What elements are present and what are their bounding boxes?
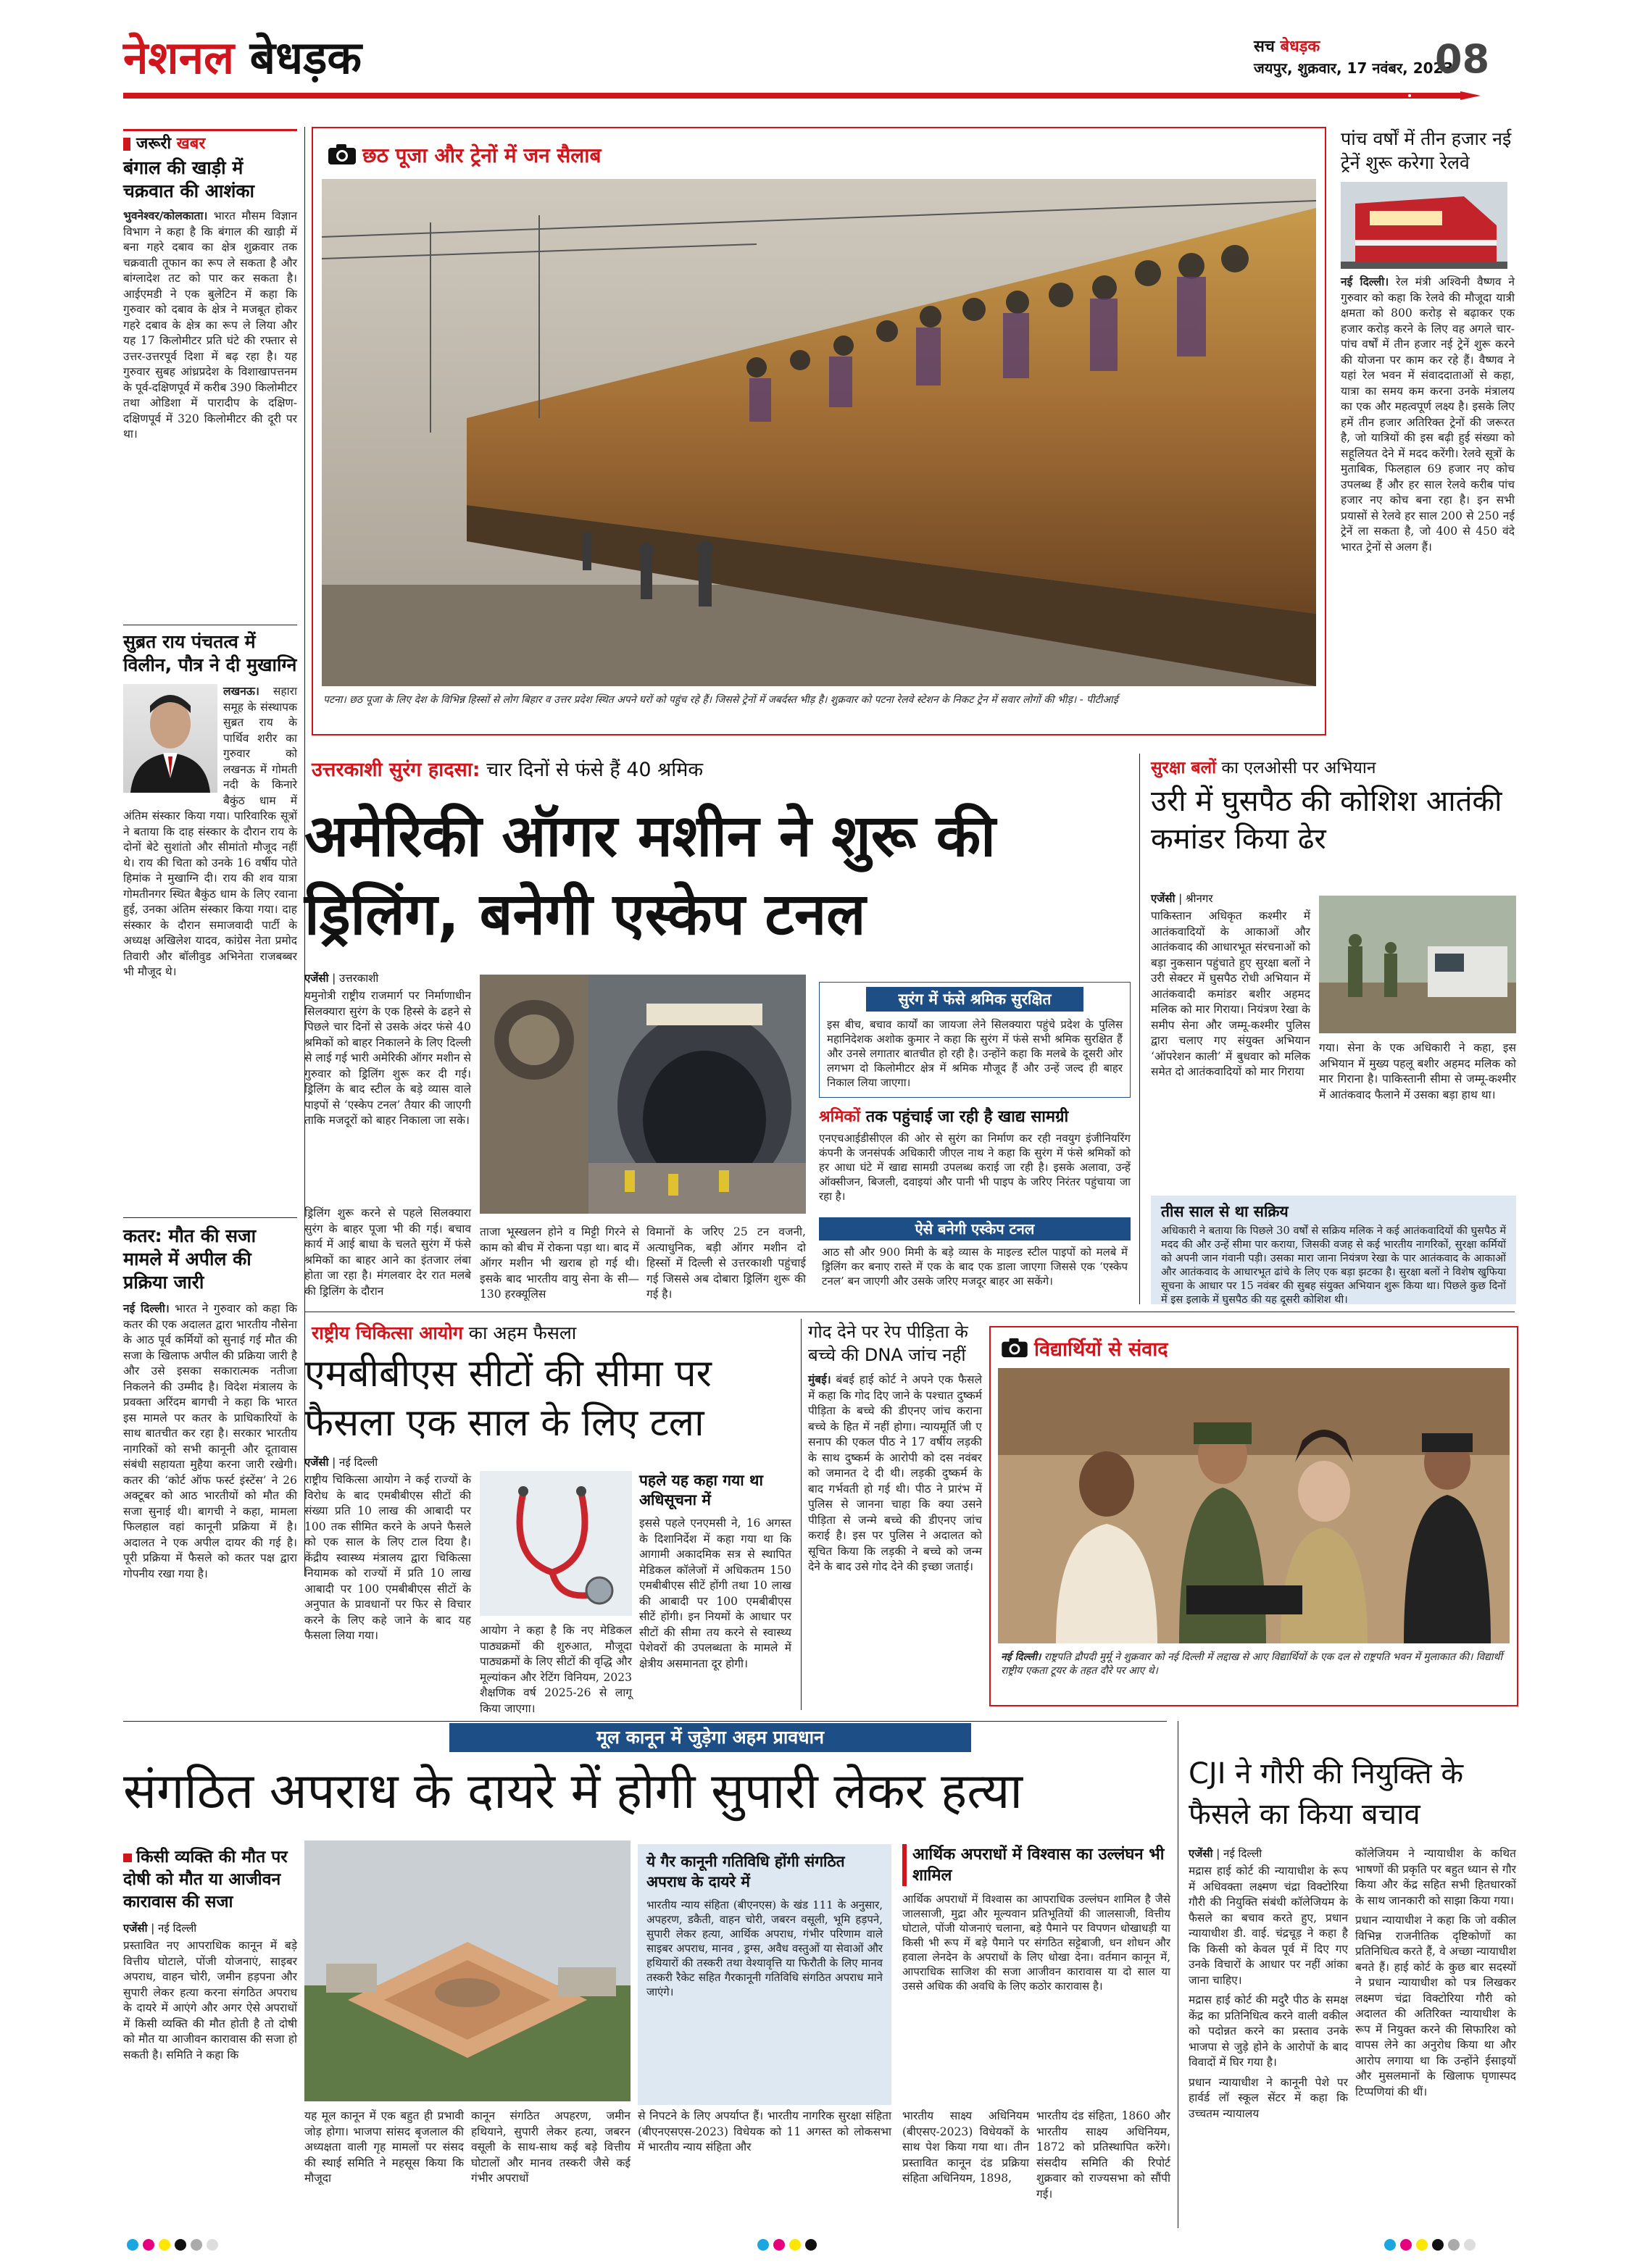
tunnel-sub-food-body: एनएचआईडीसीएल की ओर से सुरंग का निर्माण कर रही नवयुग इंजीनियरिंग कंपनी के जनसंपर्क अधिकारी जीएल नाथ ने कहा कि सुरंग में फंसे श्रमिकों को हर आधा घंटे में खाद्य सामग्री उपलब्ध कराई जा रही है। इसके अलावा, उन्हें ऑक्सीजन, बिजली, दवाइयां और पानी भी पाइप के जरिए निरंतर पहुंचाया जा रहा है।: [819, 1132, 1131, 1203]
tunnel-sub-food-red: श्रमिकों: [819, 1108, 861, 1126]
tunnel-body-col1: यमुनोत्री राष्ट्रीय राजमार्ग पर निर्माणाधीन सिलक्यारा सुरंग के एक हिस्से के ढहने से पिछले चार दिनों से उसके अंदर फंसे 40 श्रमिकों को बाहर निकालने के लिए दिल्ली से लाई गई भारी अमेरिकी ऑगर मशीन से गुरुवार को ड्रिलिंग शुरू कर दी गई। ड्रिलिंग के बाद स्टील के बड़े व्यास वाले पाइपों से ‘एस्केप टनल’ तैयार की जाएगी ताकि मजदूरों को बाहर निकाला जा सके।: [304, 989, 471, 1127]
tunnel-agency: एजेंसी | उत्तरकाशी: [304, 972, 379, 985]
loc-body-1: पाकिस्तान अधिकृत कश्मीर में आतंकवादियों के आकाओं और आतंकवाद की आधारभूत संरचनाओं को बड़ा नुकसान पहुंचाते हुए सुरक्षा बलों ने उरी सेक्टर में घुसपैठ रोधी अभियान में आतंकवादी कमांडर बशीर अहमद मलिक को मार गिराया। नियंत्रण रेखा के समीप सेना और जम्मू-कश्मीर पुलिस द्वारा चलाए गए संयुक्त अभियान ‘ऑपरेशन काली’ में बुधवार को मलिक समेत दो आतंकवादियों को मार गिराया: [1151, 909, 1310, 1078]
tunnel-box-escape: [819, 1217, 1131, 1301]
supari-body-b: कानून संगठित अपहरण, जमीन हथियाने, सुपारी लेकर हत्या, जबरन वसूली के साथ-साथ कई बड़े वित्तीय घोटालों और मानव तस्करी जैसे कई गंभीर अपराधों: [471, 2109, 631, 2185]
loc-kicker-rest: का एलओसी पर अभियान: [1216, 759, 1376, 777]
divider: [123, 1217, 297, 1218]
supari-band: [449, 1723, 971, 1752]
tunnel-body-col3: ताजा भूस्खलन होने व मिट्टी गिरने से काम को बीच में रोकना पड़ा था। बाद में ऑगर मशीन भी खराब हो गई थी। इसके बाद भारतीय वायु सेना के सी—130 हरक्यूलिस: [480, 1225, 639, 1301]
column-rule: [801, 1319, 802, 1710]
mbbs-sub: [639, 1471, 791, 1703]
loc-box-body: अधिकारी ने बताया कि पिछले 30 वर्षों से सक्रिय मलिक ने कई आतंकवादियों की घुसपैठ में मदद की और उन्हें सीमा पार कराया, जिसकी वजह से कई भारतीय नागरिकों, सुरक्षा कर्मियों को अपनी जान गंवानी पड़ी। उसका मारा जाना नियंत्रण रेखा के पार आतंकवाद के आकाओं और आतंकवाद के आधारभूत ढांचे के लिए एक बड़ा झटका है। सुरक्षा बलों ने विशेष खुफिया सूचना के आधार पर 15 नवंबर की सुबह संयुक्त अभियान शुरू किया था। पिछले कुछ दिनों में इस इलाके में घुसपैठ की यह दूसरी कोशिश थी।: [1161, 1225, 1506, 1306]
tunnel-box-escape-title: ऐसे बनेगी एस्केप टनल: [819, 1217, 1131, 1241]
pen-icon: [1395, 88, 1482, 103]
chhath-caption: पटना। छठ पूजा के लिए देश के विभिन्न हिस्सों से लोग बिहार व उत्तर प्रदेश स्थित अपने घरों को पहुंच रहे हैं। जिससे ट्रेनों में जबर्दस्त भीड़ है। शुक्रवार को पटना रेलवे स्टेशन के निकट ट्रेन में सवार लोगों की भीड़। - पीटीआई: [323, 694, 1118, 706]
tunnel-sub-food-rest: तक पहुंचाई जा रही है खाद्य सामग्री: [860, 1108, 1069, 1126]
railway-body: रेल मंत्री अश्विनी वैष्णव ने गुरुवार को कहा कि रेलवे की मौजूदा यात्री क्षमता को 800 करोड़ से बढ़ाकर एक हजार करोड़ करने के लिए वह अगले चार-पांच वर्षों में तीन हजार नई ट्रेनें शुरू करने की योजना पर काम कर रहे हैं। वैष्णव ने यहां रेल भवन में संवाददाताओं से कहा, यात्रा का समय कम करना उनके मंत्रालय का एक और महत्वपूर्ण लक्ष्य है। इसके लिए हमें तीन हजार अतिरिक्त ट्रेनों की जरूरत है, जो यात्रियों की इस बढ़ी हुई संख्या को सहूलियत देने में मदद करेंगी। रेलवे सूत्रों के मुताबिक, फिलहाल 69 हजार नए कोच उपलब्ध हैं और हर साल रेलवे करीब पांच हजार नए कोच बना रहा है। इन सभी प्रयासों से रेलवे हर साल 200 से 250 नई ट्रेनें ला सकता है, जो 400 से 450 वंदे भारत ट्रेनों से अलग हैं।: [1341, 275, 1515, 554]
mbbs-body-1: राष्ट्रीय चिकित्सा आयोग ने कई राज्यों के विरोध के बाद एमबीबीएस सीटों की संख्या प्रति 10 लाख की आबादी पर 100 तक सीमित करने के अपने फैसले को एक साल के लिए टाल दिया है। केंद्रीय स्वास्थ्य मंत्रालय द्वारा चिकित्सा नियामक को राज्यों में प्रति 10 लाख आबादी पर 100 एमबीबीएस सीटों के अनुपात के प्रावधानों पर फिर से विचार करने के लिए कहे जाने के बाद यह फैसला लिया गया।: [304, 1473, 471, 1642]
page-number: 08: [1435, 36, 1490, 82]
supari-box-2: [902, 1844, 1170, 2105]
masthead-title-part1: नेशनल: [123, 31, 235, 84]
tunnel-box-safe: [819, 982, 1131, 1098]
section-label-zaruri: [123, 129, 297, 155]
railway-dateline: नई दिल्ली।: [1341, 275, 1389, 288]
supari-band-text: मूल कानून में जुड़ेगा अहम प्रावधान: [596, 1727, 824, 1748]
supari-side-head-text: किसी व्यक्ति की मौत पर दोषी को मौत या आजीवन कारावास की सजा: [123, 1848, 288, 1911]
supari-side-body: प्रस्तावित नए आपराधिक कानून में बड़े वित्तीय घोटाले, पोंजी योजनाएं, साइबर अपराध, वाहन चोरी, जमीन हड़पना और सुपारी लेकर हत्या करना संगठित अपराध के दायरे में आएंगे और अगर ऐसे अपराधों में किसी व्यक्ति की मौत होती है तो दोषी को मौत या आजीवन कारावास की सजा हो सकती है। समिति ने कहा कि: [123, 1939, 297, 2061]
students-heading-text: विद्यार्थियों से संवाद: [1034, 1338, 1168, 1361]
students-caption-dateline: नई दिल्ली।: [1001, 1651, 1041, 1663]
section-label-1: जरूरी: [136, 135, 172, 153]
masthead-brand-small: [1254, 35, 1320, 57]
masthead-rule: [123, 93, 1399, 99]
crowded-train-photo: [322, 179, 1316, 686]
left-story-1-body: भारत मौसम विज्ञान विभाग ने कहा है कि बंगाल की खाड़ी में बना गहरे दबाव का क्षेत्र शुक्रवार तक चक्रवाती तूफान का रूप ले सकता है और बांग्लादेश तट को पार कर सकता है। आईएमडी ने एक बुलेटिन में कहा कि गुरुवार को दबाव के क्षेत्र ने मजबूत होकर गहरे दबाव के क्षेत्र का रूप ले लिया और यह 17 किलोमीटर प्रति घंटे की रफ्तार से उत्तर-उत्तरपूर्व दिशा में बढ़ रहा है। यह गुरुवार सुबह आंध्रप्रदेश के विशाखापत्तनम के पूर्व-दक्षिणपूर्व में करीब 390 किलोमीटर तथा ओडिशा में पारादीप के दक्षिण-दक्षिणपूर्व में 320 किलोमीटर की दूरी पर था।: [123, 209, 297, 441]
tunnel-place: उत्तरकाशी: [339, 972, 379, 985]
railway-headline: पांच वर्षों में तीन हजार नई ट्रेनें शुरू करेगा रेलवे: [1341, 128, 1512, 173]
mbbs-body-2: आयोग ने कहा है कि नए मेडिकल पाठ्यक्रमों की शुरुआत, मौजूदा पाठ्यक्रमों के लिए सीटों की वृद्धि और मूल्यांकन और रेटिंग विनियम, 2023 शैक्षणिक वर्ष 2025-26 से लागू किया जाएगा।: [480, 1624, 632, 1715]
supari-box-1-body: भारतीय न्याय संहिता (बीएनएस) के खंड 111 के अनुसार, अपहरण, डकैती, वाहन चोरी, जबरन वसूली, भूमि हड़पने, सुपारी लेकर हत्या, आर्थिक अपराध, गंभीर परिणाम वाले साइबर अपराध, मानव , ड्रग्स, अवैध वस्तुओं या सेवाओं और हथियारों की तस्करी तथा वेश्यावृत्ति या फिरौती के लिए मानव तस्करी रैकेट सहित गैरकानूनी गतिविधि संगठित अपराध माने जाएंगे।: [646, 1898, 883, 1998]
dna-dateline: मुंबई।: [808, 1373, 831, 1386]
cji-body-4: कॉलेजियम ने न्यायाधीश के कथित भाषणों की प्रकृति पर बहुत ध्यान से गौर किया और केंद्र सहित सभी हितधारकों के साथ जानकारी को साझा किया गया।: [1355, 1847, 1516, 1907]
mbbs-agency-label: एजेंसी: [304, 1456, 329, 1469]
supari-body-a: यह मूल कानून में एक बहुत ही प्रभावी जोड़ होगा। भाजपा सांसद बृजलाल की अध्यक्षता वाली गृह मामलों पर संसद की स्थाई समिति ने महसूस किया कि मौजूदा: [304, 2109, 464, 2185]
left-story-3-dateline: नई दिल्ली।: [123, 1302, 170, 1315]
loc-body-2: गया। सेना के एक अधिकारी ने कहा, इस अभियान में मुख्य पहलू बशीर अहमद मलिक को मार गिराना है। पाकिस्तानी सीमा से जम्मू-कश्मीर में आतंकवाद फैलाने में उसका बड़ा हाथ था।: [1319, 1041, 1516, 1101]
dna-story: [808, 1320, 982, 1712]
cji-body-5: प्रधान न्यायाधीश ने कहा कि जो वकील विभिन्न राजनीतिक दृष्टिकोणों का प्रतिनिधित्व करते हैं, वे अच्छा न्यायाधीश बनते हैं। हाई कोर्ट के कुछ बार सदस्यों ने प्रधान न्यायाधीश को पत्र लिखकर लक्ष्मण चंद्रा विक्टोरिया गौरी को अदालत की अतिरिक्त न्यायाधीश के रूप में नियुक्त करने की सिफारिश को वापस लेने का अनुरोध किया था और आरोप लगाया था कि उन्होंने ईसाइयों और मुसलमानों के खिलाफ घृणास्पद टिप्पणियां की थीं।: [1355, 1914, 1516, 2098]
masthead-title: [123, 29, 362, 87]
cji-body-3: प्रधान न्यायाधीश ने कानूनी पेशे पर हार्वर्ड लॉ स्कूल सेंटर में कहा कि उच्चतम न्यायालय: [1189, 2075, 1348, 2120]
students-caption-text: राष्ट्रपति द्रौपदी मुर्मू ने शुक्रवार को नई दिल्ली में लद्दाख से आए विद्यार्थियों के एक दल से राष्ट्रपति भवन में मुलाकात की। विद्यार्थी राष्ट्रीय एकता टूयर के तहत दौरे पर आए थे।: [1001, 1651, 1503, 1677]
loc-box-title: तीस साल से था सक्रिय: [1161, 1203, 1289, 1220]
loc-agency: एजेंसी | श्रीनगर: [1151, 892, 1213, 905]
parliament-photo: [304, 1840, 631, 2101]
loc-kicker-red: सुरक्षा बलों: [1151, 759, 1217, 777]
loc-box: [1151, 1196, 1516, 1304]
supari-side: किसी व्यक्ति की मौत पर दोषी को मौत या आजीवन कारावास की सजा एजेंसी | नई दिल्ली प्रस्तावित नए आपराधिक कानून में बड़े वित्तीय घोटाले, पोंजी योजनाएं, साइबर अपराध, वाहन चोरी, जमीन हड़पना और सुपारी लेकर हत्या करना संगठित अपराध के दायरे में आएंगे और अगर ऐसे अपराधों में किसी व्यक्ति की मौत होती है तो दोषी को मौत या आजीवन कारावास की सजा हो सकती है। समिति ने कहा कि: [123, 1846, 297, 2223]
cji-body-1: मद्रास हाई कोर्ट की न्यायाधीश के रूप में अधिवक्ता लक्ष्मण चंद्रा विक्टोरिया गौरी की नियुक्ति संबंधी कॉलेजियम के फैसले का बचाव करते हुए, प्रधान न्यायाधीश डी. वाई. चंद्रचूड़ ने कहा है कि किसी को केवल पूर्व में दिए गए उनके विचारों के आधार पर नहीं आंका जाना चाहिए।: [1189, 1864, 1348, 1987]
supari-body-c: भारतीय दंड संहिता, 1860 और भारतीय साक्ष्य अधिनियम, 1872 को प्रतिस्थापित करेंगे। संसदीय समिति की रिपोर्ट शुक्रवार को राज्यसभा को सौंपी गई।: [1036, 2109, 1170, 2201]
tunnel-kicker: [312, 755, 1116, 784]
mbbs-headline: एमबीबीएस सीटों की सीमा पर फैसला एक साल के लिए टला: [304, 1352, 712, 1445]
print-registration-dots: [1384, 2239, 1529, 2254]
camera-icon: [1001, 1338, 1028, 1363]
left-story-1: [123, 157, 297, 620]
mbbs-kicker: [312, 1320, 775, 1346]
divider: [123, 1721, 1167, 1722]
tunnel-sub-food: [819, 1105, 1131, 1214]
left-story-3-body: भारत ने गुरुवार को कहा कि कतर की एक अदालत द्वारा भारतीय नौसेना के आठ पूर्व कर्मियों को सुनाई गई मौत की सजा के खिलाफ अपील की प्रक्रिया जारी है और उसे इसका सकारात्मक नतीजा निकलने की उम्मीद है। विदेश मंत्रालय के प्रवक्ता अरिंदम बागची ने कहा कि भारत इस मामले पर कतर के प्राधिकारियों के साथ बातचीत कर रहा है। सरकार भारतीय नागरिकों को सभी कानूनी और दूतावास संबंधी सहायता मुहैया करना जारी रखेगी। कतर की ‘कोर्ट ऑफ फर्स्ट इंस्टेंस’ ने 26 अक्टूबर को आठ भारतीयों को मौत की सजा सुनाई थी। बागची ने कहा, मामला फिलहाल वहां कानूनी प्रक्रिया में है। अदालत ने एक अपील दायर की गई है। पूरी प्रक्रिया में फैसले को कतर पक्ष द्वारा गोपनीय रखा गया है।: [123, 1302, 297, 1580]
tunnel-box-safe-title: सुरंग में फंसे श्रमिक सुरक्षित: [866, 987, 1083, 1012]
masthead-title-part2: बेधड़क: [249, 31, 362, 84]
cji-headline: CJI ने गौरी की नियुक्ति के फैसले का किया बचाव: [1189, 1757, 1464, 1831]
print-registration-dots: [127, 2239, 272, 2254]
print-registration-dots: [757, 2239, 873, 2254]
camera-icon: [328, 143, 357, 170]
tunnel-kicker-rest: चार दिनों से फंसे हैं 40 श्रमिक: [480, 759, 704, 781]
students-heading: [1001, 1335, 1168, 1363]
left-story-2-dateline: लखनऊ।: [223, 685, 259, 698]
masthead-brand-small-1: सच: [1254, 38, 1275, 56]
supari-box-1: [638, 1844, 891, 2105]
mbbs-place: नई दिल्ली: [339, 1456, 378, 1469]
column-rule: [1139, 754, 1140, 1304]
tunnel-headline: अमेरिकी ऑगर मशीन ने शुरू की ड्रिलिंग, बनेगी एस्केप टनल: [304, 802, 996, 948]
students-photo-frame: [989, 1326, 1518, 1706]
loc-place: श्रीनगर: [1186, 892, 1213, 905]
train-engine-photo: [1341, 182, 1507, 269]
cji-agency-label: एजेंसी: [1189, 1847, 1213, 1860]
dna-headline: गोद देने पर रेप पीड़िता के बच्चे की DNA जांच नहीं: [808, 1322, 968, 1365]
tunnel-body-col2: ड्रिलिंग शुरू करने से पहले सिलक्यारा सुरंग के बाहर पूजा भी की गई। बचाव कार्य में आई बाधा के चलते सुरंग में फंसे श्रमिकों का बाहर आने का इंतजार लंबा होता जा रहा है। मंगलवार देर रात मलबे की ड्रिलिंग के दौरान: [304, 1206, 471, 1298]
mbbs-kicker-rest: का अहम फैसला: [462, 1322, 577, 1343]
left-story-1-dateline: भुवनेश्वर/कोलकाता।: [123, 209, 208, 222]
section-label-2: खबर: [176, 135, 206, 153]
students-caption: [1001, 1651, 1508, 1678]
chhath-heading: [328, 141, 602, 170]
supari-box-2-cont: भारतीय साक्ष्य अधिनियम (बीएसए-2023) विधेयकों के साथ पेश किया गया था। तीन प्रस्तावित कानून दंड प्रक्रिया संहिता अधिनियम, 1898,: [902, 2109, 1029, 2185]
cji-place: नई दिल्ली: [1223, 1847, 1262, 1860]
tunnel-box-safe-body: इस बीच, बचाव कार्यों का जायजा लेने सिलक्यारा पहुंचे प्रदेश के पुलिस महानिदेशक अशोक कुमार ने कहा कि सुरंग में फंसे सभी श्रमिक सुरक्षित हैं और उनसे लगातार बातचीत हो रही है। उन्होंने कहा कि मलबे के दूसरी ओर लगभग दो किलोमीटर क्षेत्र में श्रमिक मौजूद हैं और उन्हें जल्द ही बाहर निकाल लिया जाएगा।: [827, 1018, 1123, 1089]
supari-box-2-body: आर्थिक अपराधों में विश्वास का आपराधिक उल्लंघन शामिल है जैसे जालसाजी, मुद्रा और मूल्यवान प्रतिभूतियों की जालसाजी, वित्तीय घोटाले, पोंजी योजनाएं चलाना, बड़े पैमाने पर विपणन धोखाधड़ी या किसी भी रूप में बड़े पैमाने पर संगठित सट्टेबाजी, धन शोधन और हवाला लेनदेन के अपराधों के लिए धोखा देना। वर्तमान कानून में, आपराधिक साजिश की सजा आजीवन कारावास या दो साल या उससे अधिक की अवधि के लिए कठोर कारावास है।: [902, 1893, 1170, 1993]
railway-story: [1341, 127, 1515, 735]
loc-agency-label: एजेंसी: [1151, 892, 1175, 905]
mbbs-sub-body: इससे पहले एनएमसी ने, 16 अगस्त के दिशानिर्देश में कहा गया था कि आगामी अकादमिक सत्र से स्थापित मेडिकल कॉलेजों में अधिकतम 150 एमबीबीएस सीटें होंगी तथा 10 लाख की आबादी पर 100 एमबीबीएस सीटें होंगी। इन नियमों के आधार पर सीटों की सीमा तय करने से स्वास्थ्य पेशेवरों की उपलब्धता के मामले में क्षेत्रीय असमानता दूर होगी।: [639, 1517, 791, 1670]
cji-col-1: [1189, 1864, 1348, 2226]
masthead-brand-small-2: बेधड़क: [1280, 38, 1320, 56]
cji-col-2: [1355, 1846, 1516, 2227]
supari-box-1-title: ये गैर कानूनी गतिविधि होंगी संगठित अपराध के दायरे में: [646, 1853, 845, 1890]
president-students-photo: [998, 1368, 1510, 1643]
subrata-roy-photo: [123, 684, 217, 793]
supari-box-2-title: आर्थिक अपराधों में विश्वास का उल्लंघन भी शामिल: [902, 1844, 1170, 1886]
left-story-2: [123, 630, 297, 1232]
supari-agency: एजेंसी: [123, 1922, 148, 1935]
tunnel-agency-label: एजेंसी: [304, 972, 329, 985]
stethoscope-icon: [480, 1471, 632, 1616]
chhath-heading-text: छठ पूजा और ट्रेनों में जन सैलाब: [362, 143, 602, 167]
supari-box-1-cont: से निपटने के लिए अपर्याप्त हैं। भारतीय नागरिक सुरक्षा संहिता (बीएनएसएस-2023) विधेयक को 11 अगस्त को लोकसभा में भारतीय न्याय संहिता और: [638, 2109, 891, 2154]
cji-body-2: मद्रास हाई कोर्ट की मदुरै पीठ के समक्ष केंद्र का प्रतिनिधित्व करने वाली वकील को पदोन्नत करने का प्रस्ताव उनके भाजपा से जुड़े होने के आरोपों के बाद विवादों में घिर गया है।: [1189, 1993, 1348, 2069]
chhath-photo-frame: [312, 127, 1326, 735]
loc-kicker: [1151, 755, 1513, 780]
mbbs-kicker-red: राष्ट्रीय चिकित्सा आयोग: [312, 1322, 463, 1343]
tunnel-kicker-red: उत्तरकाशी सुरंग हादसा:: [312, 759, 480, 781]
supari-side-head: [123, 1846, 297, 1914]
tunnel-box-escape-body: आठ सौ और 900 मिमी के बड़े व्यास के माइल्ड स्टील पाइपों को मलबे में ड्रिलिंग कर बनाए रास्ते में एक के बाद एक डाला जाएगा जिससे एक ‘एस्केप टनल’ बन जाएगी और उसके जरिए मजदूर बाहर आ सकेंगे।: [822, 1246, 1128, 1288]
tunnel-machine-photo: [480, 975, 806, 1214]
mbbs-agency: एजेंसी | नई दिल्ली: [304, 1456, 378, 1469]
left-story-1-headline: बंगाल की खाड़ी में चक्रवात की आशंका: [123, 157, 255, 201]
cji-agency: एजेंसी | नई दिल्ली: [1189, 1847, 1262, 1860]
left-story-3-headline: कतर: मौत की सजा मामले में अपील की प्रक्रिया जारी: [123, 1225, 257, 1293]
tunnel-body-col4: विमानों के जरिए 25 टन वजनी, अत्याधुनिक, बड़ी ऑगर मशीन दो हिस्सों में दिल्ली से उत्तरकाशी पहुंचाई गई जिससे अब दोबारा ड्रिलिंग शुरू की गई है।: [646, 1225, 806, 1301]
loc-headline: उरी में घुसपैठ की कोशिश आतंकी कमांडर किया ढेर: [1151, 785, 1502, 856]
left-story-2-body: सहारा समूह के संस्थापक सुब्रत राय के पार्थिव शरीर का गुरुवार को लखनऊ में गोमती नदी के किनारे बैकुंठ धाम में अंतिम संस्कार किया गया। पारिवारिक सूत्रों ने बताया कि दाह संस्कार के दौरान राय के दोनों बेटे सुशांतो और सीमांतो मौजूद नहीं थे। राय की चिता को उनके 16 वर्षीय पोते हिमांक ने मुखाग्नि दी। राय की शव यात्रा गोमतीनगर स्थित बैकुंठ धाम के लिए रवाना हुई, उनका अंतिम संस्कार किया गया। दाह संस्कार के दौरान समाजवादी पार्टी के अध्यक्ष अखिलेश यादव, कांग्रेस नेता प्रमोद तिवारी और बॉलीवुड अभिनेता राजबब्बर भी मौजूद थे।: [123, 685, 297, 978]
army-patrol-photo: [1319, 896, 1516, 1033]
supari-headline: संगठित अपराध के दायरे में होगी सुपारी लेकर हत्या: [123, 1763, 1023, 1820]
dna-body: बंबई हाई कोर्ट ने अपने एक फैसले में कहा कि गोद दिए जाने के पश्चात दुष्कर्म पीड़िता के बच्चे की डीएनए जांच कराना बच्चे के हित में नहीं होगा। न्यायमूर्ति जी ए सनाप की एकल पीठ ने 17 वर्षीय लड़की के साथ दुष्कर्म के आरोपी को दस नवंबर को जमानत दे दी थी। लड़की दुष्कर्म के बाद गर्भवती हो गई थी। पीठ ने प्रारंभ में पुलिस से जानना चाहा कि क्या उसने पीड़िता से जन्मे बच्चे की डीएनए जांच कराई है। इस पर पुलिस ने अदालत को सूचित किया कि लड़की ने बच्चे को जन्म देने के बाद उसे गोद देने की इच्छा जताई।: [808, 1373, 982, 1573]
supari-place: नई दिल्ली: [158, 1922, 197, 1935]
mbbs-sub-head: पहले यह कहा गया था अधिसूचना में: [639, 1472, 763, 1509]
left-story-2-headline: सुब्रत राय पंचतत्व में विलीन, पौत्र ने दी मुखाग्नि: [123, 631, 297, 675]
masthead-date: जयपुर, शुक्रवार, 17 नवंबर, 2023: [1254, 59, 1454, 77]
masthead: [123, 29, 1490, 94]
